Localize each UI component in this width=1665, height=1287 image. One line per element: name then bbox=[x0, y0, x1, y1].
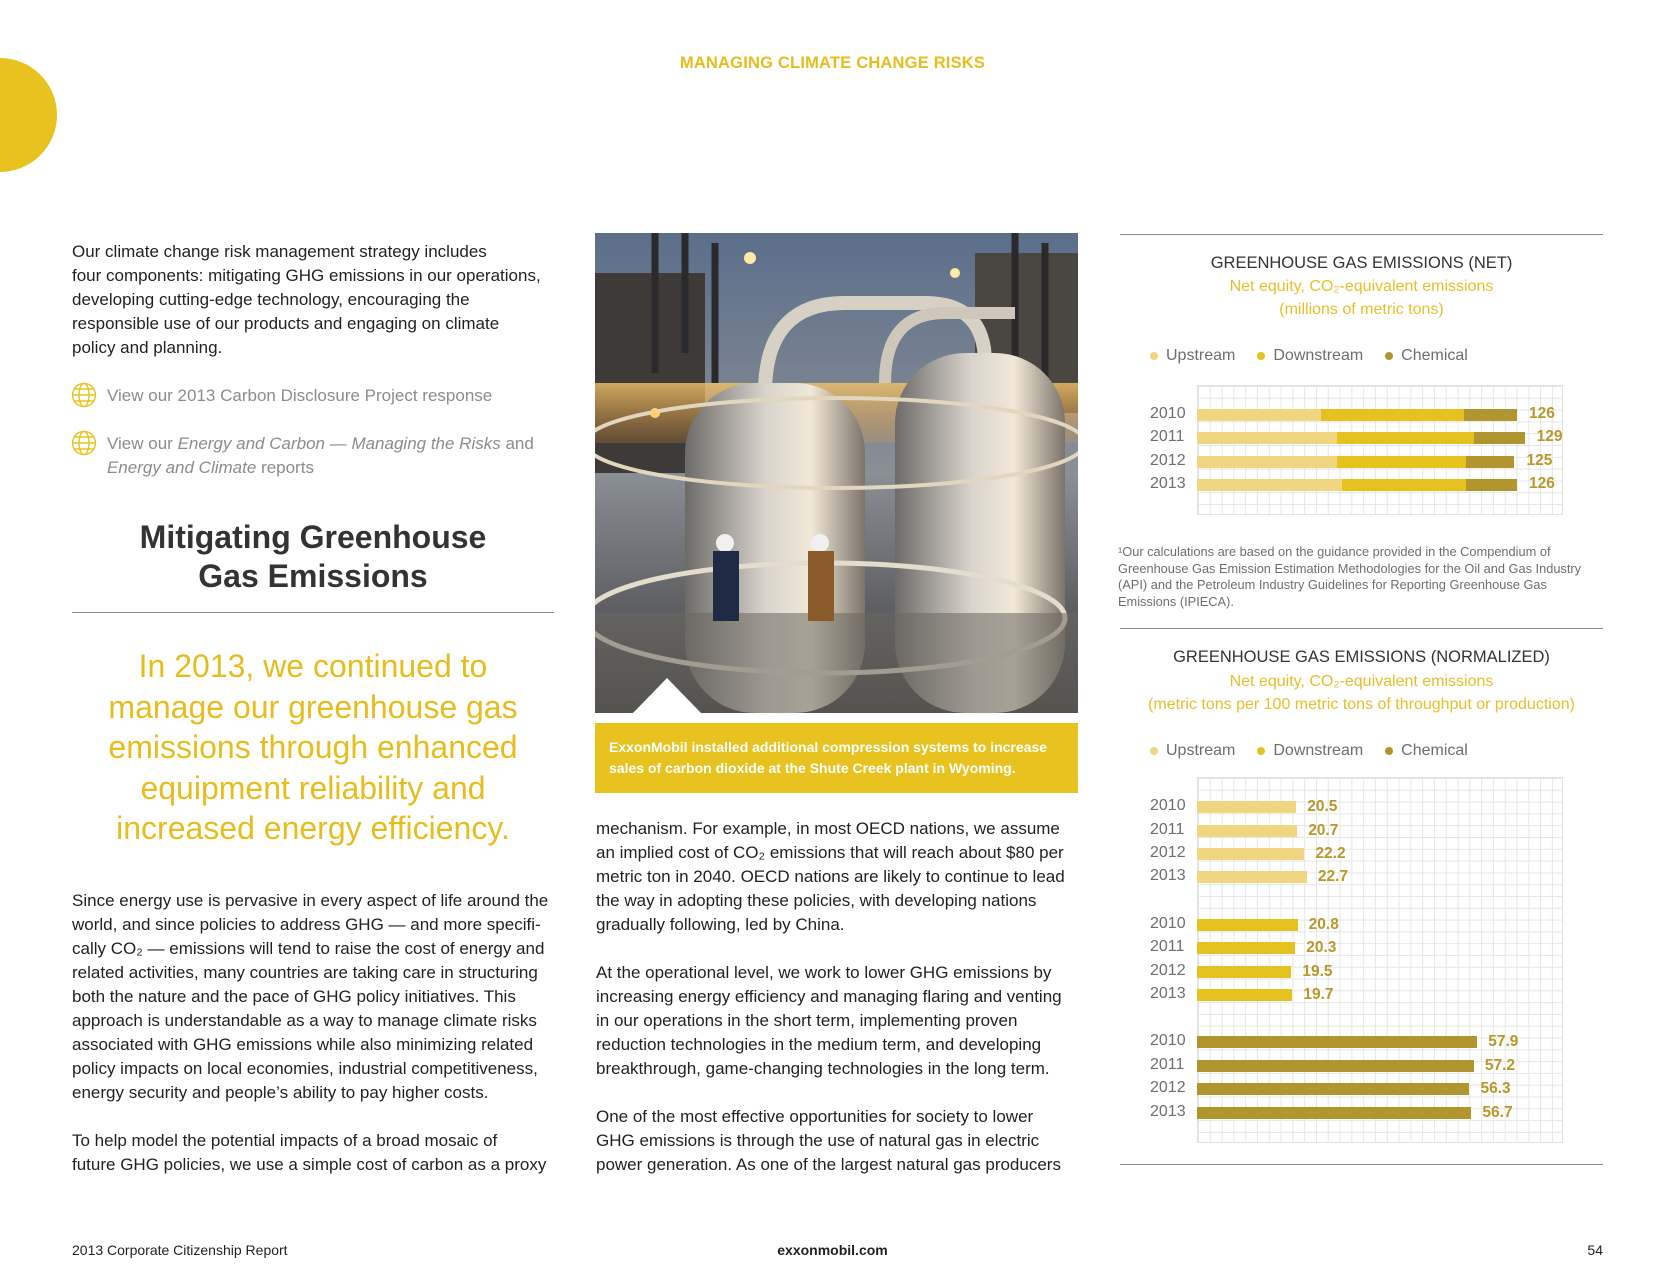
text-line: (metric tons per 100 metric tons of throughput or production) bbox=[1148, 695, 1575, 713]
pull-quote bbox=[72, 646, 554, 849]
legend-item bbox=[1385, 742, 1468, 760]
year-label: 2010 bbox=[1150, 915, 1186, 932]
globe-icon[interactable] bbox=[71, 430, 97, 461]
year-label: 2012 bbox=[1150, 962, 1186, 979]
legend-label: Upstream bbox=[1166, 742, 1236, 759]
text-line: both the nature and the pace of GHG policy initiatives. This bbox=[72, 987, 516, 1006]
bar-upstream bbox=[1197, 801, 1296, 813]
divider bbox=[1120, 628, 1603, 629]
bar-segment-chemical bbox=[1466, 456, 1514, 468]
chart-title-normalized: GREENHOUSE GAS EMISSIONS (NORMALIZED) bbox=[1173, 648, 1550, 666]
text-line: in our operations in the short term, implementing proven bbox=[596, 1011, 1018, 1030]
text-line: ¹Our calculations are based on the guidance provided in the Compendium of bbox=[1118, 544, 1551, 559]
bar-chemical bbox=[1197, 1060, 1474, 1072]
legend-item bbox=[1257, 347, 1363, 365]
value-label: 57.9 bbox=[1488, 1033, 1519, 1050]
legend-dot-icon bbox=[1257, 747, 1265, 755]
year-label: 2012 bbox=[1150, 1079, 1186, 1096]
bar-segment-chemical bbox=[1464, 409, 1517, 421]
text-line: metric ton in 2040. OECD nations are likely to continue to lead bbox=[596, 867, 1065, 886]
divider bbox=[1120, 1164, 1603, 1165]
text-line: reduction technologies in the medium term, and developing bbox=[596, 1035, 1042, 1054]
value-label: 22.2 bbox=[1315, 845, 1346, 862]
bar-segment-downstream bbox=[1342, 479, 1466, 491]
total-value-label: 129 bbox=[1536, 428, 1563, 445]
text-line: ExxonMobil installed additional compression systems to increase bbox=[609, 739, 1048, 755]
text-line: breakthrough, game-changing technologies in the long term. bbox=[596, 1059, 1050, 1078]
year-label: 2010 bbox=[1150, 1032, 1186, 1049]
bar-segment-downstream bbox=[1337, 432, 1474, 444]
bar-segment-upstream bbox=[1197, 409, 1321, 421]
text-line: Net equity, CO₂-equivalent emissions bbox=[1229, 673, 1494, 690]
bar-segment-chemical bbox=[1474, 432, 1525, 444]
text-line: future GHG policies, we use a simple cost of carbon as a proxy bbox=[72, 1155, 547, 1174]
text-line: world, and since policies to address GHG — and more specifi- bbox=[72, 915, 541, 934]
legend-label: Chemical bbox=[1401, 347, 1468, 364]
body-paragraph bbox=[72, 1129, 546, 1177]
year-label: 2010 bbox=[1150, 405, 1186, 422]
legend-item bbox=[1385, 347, 1468, 365]
legend-normalized bbox=[1150, 742, 1468, 760]
text-line: gradually following, led by China. bbox=[596, 915, 845, 934]
chart-grid bbox=[1197, 385, 1563, 515]
bar-chemical bbox=[1197, 1036, 1477, 1048]
text-line: Mitigating Greenhouse bbox=[139, 519, 487, 555]
value-label: 20.8 bbox=[1308, 916, 1339, 933]
bar-upstream bbox=[1197, 825, 1297, 837]
text-line: Our climate change risk management strategy includes bbox=[72, 242, 487, 261]
text-line: cally CO₂ — emissions will tend to raise the cost of energy and bbox=[72, 939, 545, 958]
reports-link[interactable] bbox=[107, 432, 534, 480]
text-line: Since energy use is pervasive in every aspect of life around the bbox=[72, 891, 549, 910]
text-line: policy and planning. bbox=[72, 338, 223, 357]
photo-caption bbox=[595, 723, 1078, 793]
text-line: In 2013, we continued to bbox=[138, 648, 488, 684]
total-value-label: 126 bbox=[1529, 475, 1555, 492]
legend-label: Downstream bbox=[1273, 742, 1364, 759]
bar-downstream bbox=[1197, 966, 1291, 978]
value-label: 56.7 bbox=[1482, 1104, 1513, 1121]
legend-label: Upstream bbox=[1166, 347, 1236, 364]
year-label: 2010 bbox=[1150, 797, 1186, 814]
divider bbox=[72, 612, 554, 613]
bar-downstream bbox=[1197, 942, 1295, 954]
text-line: power generation. As one of the largest natural gas producers bbox=[596, 1155, 1061, 1174]
text-line: One of the most effective opportunities for society to lower bbox=[596, 1107, 1034, 1126]
text-line: At the operational level, we work to lower GHG emissions by bbox=[596, 963, 1052, 982]
year-label: 2011 bbox=[1150, 1056, 1185, 1073]
page-number: 54 bbox=[1587, 1242, 1603, 1258]
text-line: increased energy efficiency. bbox=[116, 810, 510, 846]
value-label: 56.3 bbox=[1480, 1080, 1511, 1097]
chart-subtitle-net bbox=[1120, 276, 1603, 321]
year-label: 2012 bbox=[1150, 844, 1186, 861]
text-line: Net equity, CO₂-equivalent emissions bbox=[1229, 278, 1494, 295]
year-label: 2011 bbox=[1150, 428, 1185, 445]
link-text: View our bbox=[107, 434, 178, 453]
body-paragraph bbox=[596, 1105, 1061, 1177]
legend-label: Downstream bbox=[1273, 347, 1364, 364]
globe-icon[interactable] bbox=[71, 382, 97, 413]
bar-upstream bbox=[1197, 871, 1307, 883]
year-label: 2013 bbox=[1150, 475, 1186, 492]
total-value-label: 126 bbox=[1529, 405, 1555, 422]
bar-chemical bbox=[1197, 1107, 1471, 1119]
legend-net bbox=[1150, 347, 1468, 365]
divider bbox=[1120, 234, 1603, 235]
text-line: equipment reliability and bbox=[140, 769, 486, 806]
value-label: 20.7 bbox=[1308, 822, 1339, 839]
text-line: Gas Emissions bbox=[198, 558, 428, 594]
link-text: reports bbox=[256, 458, 314, 477]
link-report-title: Energy and Carbon — Managing the Risks bbox=[177, 434, 501, 453]
value-label: 19.7 bbox=[1303, 986, 1334, 1003]
section-title: MANAGING CLIMATE CHANGE RISKS bbox=[679, 54, 986, 72]
bar-upstream bbox=[1197, 848, 1304, 860]
body-paragraph bbox=[596, 961, 1062, 1081]
text-line: approach is understandable as a way to manage climate risks bbox=[72, 1011, 537, 1030]
year-label: 2013 bbox=[1150, 1103, 1186, 1120]
chart-normalized bbox=[1140, 777, 1600, 1143]
text-line: energy security and people’s ability to pay higher costs. bbox=[72, 1083, 489, 1102]
text-line: an implied cost of CO₂ emissions that will reach about $80 per bbox=[596, 843, 1064, 862]
legend-item bbox=[1257, 742, 1363, 760]
bar-segment-downstream bbox=[1321, 409, 1463, 421]
decorative-circle bbox=[0, 58, 57, 172]
legend-dot-icon bbox=[1385, 352, 1393, 360]
legend-label: Chemical bbox=[1401, 742, 1468, 759]
legend-dot-icon bbox=[1150, 747, 1158, 755]
legend-item bbox=[1150, 742, 1235, 760]
text-line: increasing energy efficiency and managing flaring and venting bbox=[596, 987, 1062, 1006]
text-line: responsible use of our products and engaging on climate bbox=[72, 314, 500, 333]
text-line: mechanism. For example, in most OECD nations, we assume bbox=[596, 819, 1060, 838]
bar-segment-downstream bbox=[1337, 456, 1467, 468]
footer-site-link[interactable]: exxonmobil.com bbox=[777, 1242, 888, 1258]
bar-segment-upstream bbox=[1197, 479, 1342, 491]
text-line: the way in adopting these policies, with developing nations bbox=[596, 891, 1037, 910]
footer-report-title: 2013 Corporate Citizenship Report bbox=[72, 1242, 288, 1258]
text-line: (millions of metric tons) bbox=[1279, 300, 1444, 318]
value-label: 19.5 bbox=[1302, 963, 1333, 980]
value-label: 57.2 bbox=[1484, 1057, 1516, 1074]
text-line: related activities, many countries are taking care in structuring bbox=[72, 963, 538, 982]
text-line: (API) and the Petroleum Industry Guidelines for Reporting Greenhouse Gas bbox=[1118, 577, 1547, 592]
body-paragraph bbox=[72, 889, 548, 1105]
body-paragraph bbox=[596, 817, 1065, 937]
year-label: 2013 bbox=[1150, 867, 1186, 884]
text-line: policy impacts on local economies, industrial competitiveness, bbox=[72, 1059, 538, 1078]
text-line: associated with GHG emissions while also minimizing related bbox=[72, 1035, 534, 1054]
bar-downstream bbox=[1197, 989, 1292, 1001]
footnote bbox=[1118, 544, 1608, 610]
bar-chemical bbox=[1197, 1083, 1469, 1095]
legend-item bbox=[1150, 347, 1235, 365]
value-label: 20.5 bbox=[1307, 798, 1338, 815]
text-line: manage our greenhouse gas bbox=[108, 688, 518, 725]
year-label: 2013 bbox=[1150, 985, 1186, 1002]
chart-subtitle-normalized bbox=[1120, 671, 1603, 716]
legend-dot-icon bbox=[1150, 352, 1158, 360]
value-label: 20.3 bbox=[1306, 939, 1337, 956]
text-line: sales of carbon dioxide at the Shute Creek plant in Wyoming. bbox=[609, 760, 1016, 776]
chart-net bbox=[1140, 385, 1600, 515]
plant-photo bbox=[595, 233, 1078, 713]
legend-dot-icon bbox=[1257, 352, 1265, 360]
link-text: and bbox=[500, 434, 534, 453]
chart-title-net: GREENHOUSE GAS EMISSIONS (NET) bbox=[1210, 254, 1513, 272]
text-line: Greenhouse Gas Emission Estimation Methodologies for the Oil and Gas Industry bbox=[1118, 560, 1582, 576]
value-label: 22.7 bbox=[1317, 868, 1349, 885]
bar-downstream bbox=[1197, 919, 1298, 931]
bar-segment-upstream bbox=[1197, 456, 1337, 468]
text-line: Emissions (IPIECA). bbox=[1118, 593, 1234, 609]
text-line: emissions through enhanced bbox=[108, 729, 518, 765]
link-report-title: Energy and Climate bbox=[107, 458, 257, 477]
cdp-response-link[interactable]: View our 2013 Carbon Disclosure Project response bbox=[107, 386, 493, 405]
legend-dot-icon bbox=[1385, 747, 1393, 755]
bar-segment-chemical bbox=[1466, 479, 1517, 491]
text-line: four components: mitigating GHG emissions in our operations, bbox=[72, 266, 541, 285]
intro-paragraph bbox=[72, 240, 541, 360]
year-label: 2011 bbox=[1150, 821, 1185, 838]
section-heading bbox=[72, 518, 554, 596]
text-line: GHG emissions is through the use of natural gas in electric bbox=[596, 1131, 1040, 1150]
text-line: To help model the potential impacts of a broad mosaic of bbox=[72, 1131, 498, 1150]
bar-segment-upstream bbox=[1197, 432, 1337, 444]
total-value-label: 125 bbox=[1526, 452, 1553, 469]
year-label: 2012 bbox=[1150, 452, 1186, 469]
text-line: developing cutting-edge technology, encouraging the bbox=[72, 290, 470, 309]
year-label: 2011 bbox=[1150, 938, 1185, 955]
